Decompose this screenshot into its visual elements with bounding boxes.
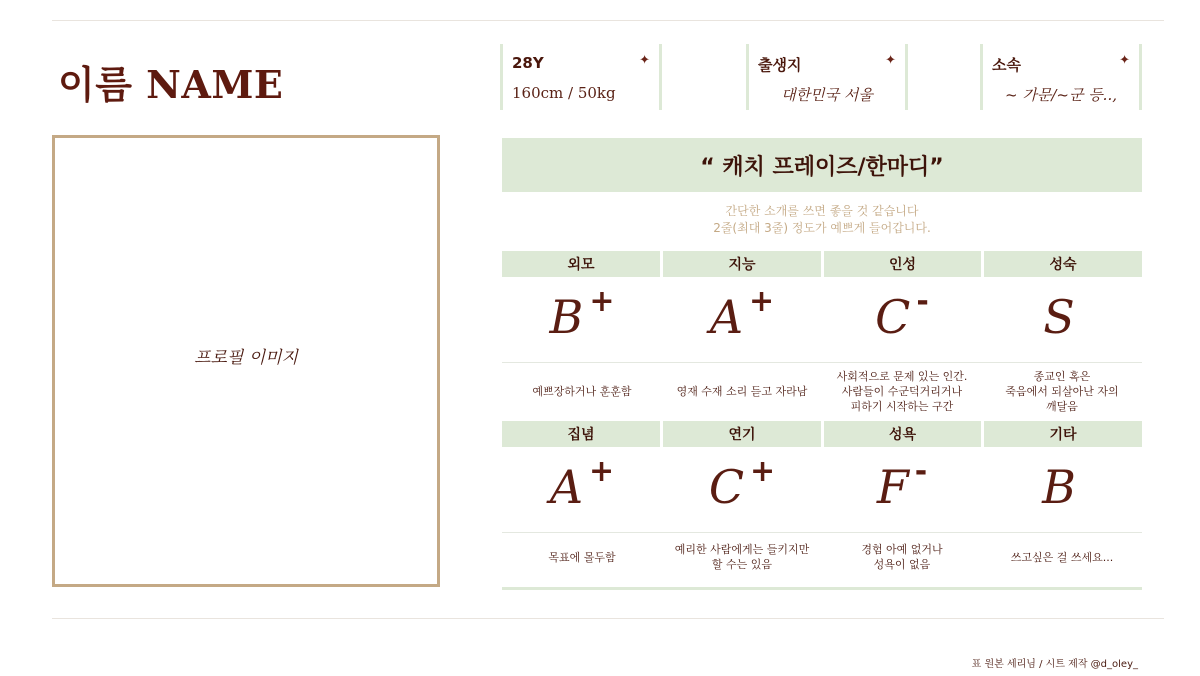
stat-description: 예리한 사람에게는 들키지만 할 수는 있음 [674, 543, 810, 571]
stat-header: 기타 [984, 421, 1142, 447]
stat-description: 사회적으로 문제 있는 인간. 사람들이 수군덕거리거나 피하기 시작하는 구간 [836, 369, 968, 413]
info-card-affiliation [980, 44, 1142, 110]
bottom-divider [52, 618, 1164, 619]
stat-description: 경험 아예 없거나 성욕이 없음 [861, 543, 943, 571]
top-divider [52, 20, 1164, 21]
info-card-value: 대한민국 서울 [781, 86, 873, 104]
sparkle-icon: ✦ [639, 53, 650, 68]
stat-description: 목표에 몰두함 [548, 550, 616, 564]
intro-line: 간단한 소개를 쓰면 좋을 것 같습니다 [725, 204, 919, 218]
stat-header: 지능 [663, 251, 821, 277]
stat-grade: C - [875, 283, 929, 344]
stat-header: 외모 [502, 251, 660, 277]
sparkle-icon: ✦ [885, 53, 896, 68]
stat-grade: A + [709, 283, 775, 344]
intro-text [502, 203, 1142, 237]
stat-grade: S [1043, 290, 1075, 344]
stat-grade: F - [876, 453, 928, 514]
stat-description: 쓰고싶은 걸 쓰세요... [1010, 550, 1114, 564]
stat-header: 성욕 [824, 421, 981, 447]
stat-grade: C + [708, 453, 776, 514]
sparkle-icon: ✦ [1119, 53, 1130, 68]
info-card-label: 소속 [992, 56, 1021, 74]
stat-description: 종교인 혹은 죽음에서 되살아난 자의 깨달음 [1005, 369, 1119, 413]
stat-grade: B [1042, 460, 1076, 514]
grid-bottom-border [502, 587, 1142, 590]
stat-grade: B + [549, 283, 615, 344]
stat-header: 인성 [824, 251, 981, 277]
info-card-label: 28Y [512, 54, 544, 72]
info-card-birthplace [746, 44, 908, 110]
credit-text: 표 원본 세리님 / 시트 제작 @d_oley_ [971, 659, 1138, 670]
info-card-value: ~ 가문/~군 등.., [1005, 86, 1117, 104]
profile-image-label: 프로필 이미지 [194, 347, 298, 368]
stats-grid-bottom [502, 421, 1142, 591]
info-card-value: 160cm / 50kg [512, 84, 616, 102]
stats-grid-top [502, 251, 1142, 421]
stat-header: 연기 [663, 421, 821, 447]
profile-image-placeholder [52, 135, 440, 587]
info-card-label: 출생지 [758, 56, 802, 74]
catch-phrase-banner: “ 캐치 프레이즈/한마디” [502, 138, 1142, 192]
stat-description: 영재 수재 소리 듣고 자라남 [676, 384, 808, 398]
stat-grade: A + [549, 453, 615, 514]
stat-header: 성숙 [984, 251, 1142, 277]
stat-description: 예쁘장하거나 훈훈함 [532, 384, 632, 398]
page-title: 이름 NAME [58, 62, 284, 107]
stat-header: 집념 [502, 421, 660, 447]
intro-line: 2줄(최대 3줄) 정도가 예쁘게 들어갑니다. [713, 221, 931, 235]
info-card-age [500, 44, 662, 110]
